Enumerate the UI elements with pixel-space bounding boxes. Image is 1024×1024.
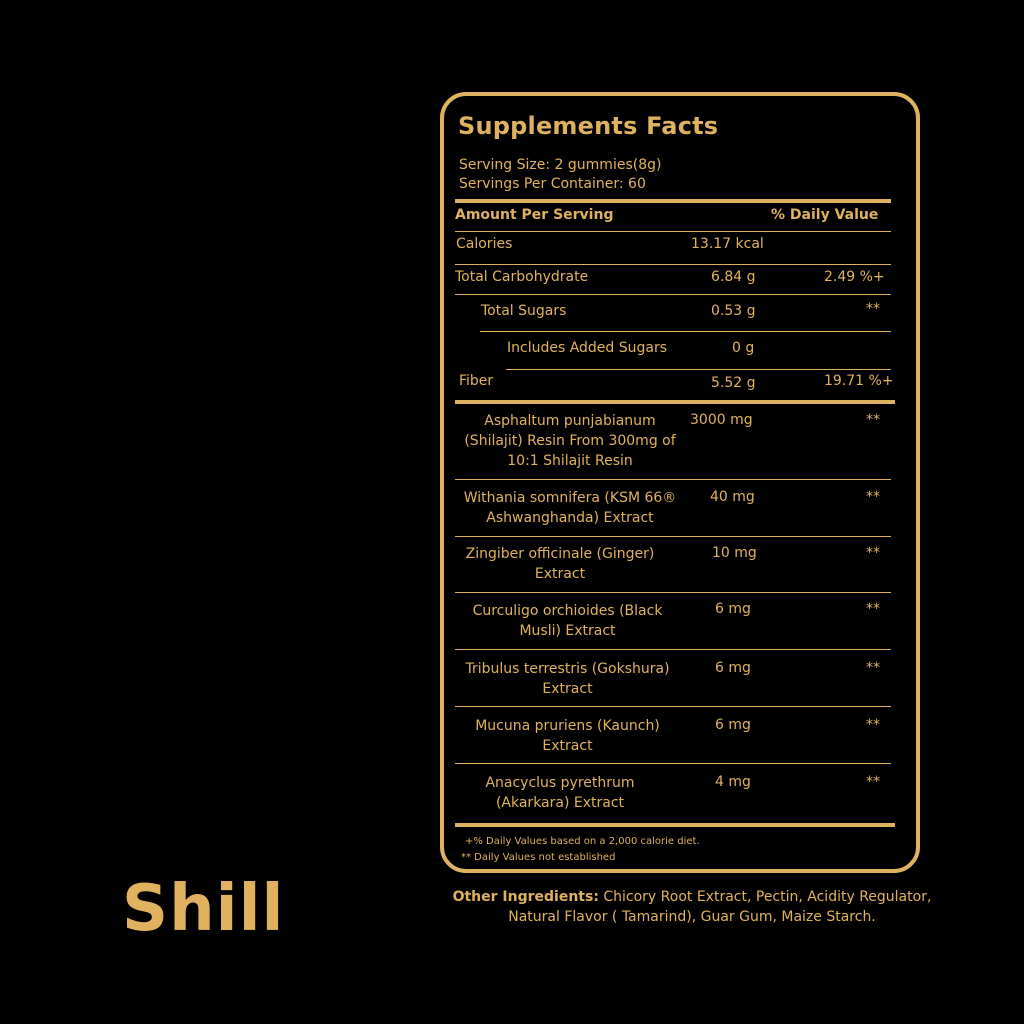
ingredient-amount: 10 mg [712,545,757,561]
servings-per-container: Servings Per Container: 60 [459,176,646,192]
ingredient-name: Tribulus terrestris (Gokshura) Extract [465,661,670,697]
other-ingredients [444,887,940,927]
rule [455,536,891,537]
nutrient-name-fiber: Fiber [459,373,494,389]
nutrient-amount-calories: 13.17 kcal [691,236,764,252]
ingredient-dv: ** [866,717,880,733]
rule [455,479,891,480]
serving-size: Serving Size: 2 gummies(8g) [459,157,662,173]
ingredient-dv: ** [866,774,880,790]
thick-rule-top [455,199,891,203]
ingredient-name: Mucuna pruriens (Kaunch) Extract [475,718,660,754]
thick-rule-middle [455,400,895,404]
footnote-not-established: ** Daily Values not established [461,852,616,863]
nutrient-name-added-sugars: Includes Added Sugars [507,340,668,356]
ingredient-amount: 6 mg [715,660,751,676]
ingredient-name: Curculigo orchioides (Black Musli) Extract [472,603,663,639]
nutrient-dv-sugars: ** [866,301,880,317]
nutrient-amount-carbohydrate: 6.84 g [711,269,756,285]
ingredient-dv: ** [866,660,880,676]
other-ingredients-label: Other Ingredients: [452,889,599,905]
nutrient-name-sugars: Total Sugars [481,303,567,319]
ingredient-name: Zingiber officinale (Ginger) Extract [465,546,655,582]
ingredient-amount: 4 mg [715,774,751,790]
ingredient-amount: 40 mg [710,489,755,505]
nutrient-amount-fiber: 5.52 g [711,375,756,391]
ingredient-amount: 6 mg [715,601,751,617]
panel-title: Supplements Facts [458,112,719,140]
ingredient-name: Asphaltum punjabianum (Shilajit) Resin From 300mg of 10:1 Shilajit Resin [464,413,676,469]
nutrient-name-carbohydrate: Total Carbohydrate [455,269,589,285]
rule [455,763,891,764]
brand-logo: Shill [122,872,285,946]
rule [455,294,891,295]
ingredient-amount: 3000 mg [690,412,753,428]
ingredient-dv: ** [866,489,880,505]
nutrient-name-calories: Calories [456,236,513,252]
header-daily-value: % Daily Value [771,207,879,223]
ingredient-name: Withania somnifera (KSM 66® Ashwanghanda) Extract [463,490,677,526]
rule [455,231,891,232]
rule [455,264,891,265]
ingredient-dv: ** [866,412,880,428]
nutrient-amount-added-sugars: 0 g [732,340,755,356]
ingredient-dv: ** [866,601,880,617]
header-amount-per-serving: Amount Per Serving [455,207,614,223]
supplement-facts-panel [440,92,920,873]
rule [455,592,891,593]
rule [480,331,891,332]
ingredient-dv: ** [866,545,880,561]
ingredient-amount: 6 mg [715,717,751,733]
other-ingredients-text: Chicory Root Extract, Pectin, Acidity Regulator, Natural Flavor ( Tamarind), Guar Gum, Maize Starch. [508,889,932,925]
ingredient-name: Anacyclus pyrethrum (Akarkara) Extract [485,775,635,811]
rule [455,706,891,707]
nutrient-dv-carbohydrate: 2.49 %+ [824,269,885,285]
nutrient-dv-fiber: 19.71 %+ [824,373,894,389]
footnote-daily-values: +% Daily Values based on a 2,000 calorie diet. [465,836,700,847]
rule [455,649,891,650]
nutrient-amount-sugars: 0.53 g [711,303,756,319]
thick-rule-bottom [455,823,895,827]
rule [506,369,891,370]
